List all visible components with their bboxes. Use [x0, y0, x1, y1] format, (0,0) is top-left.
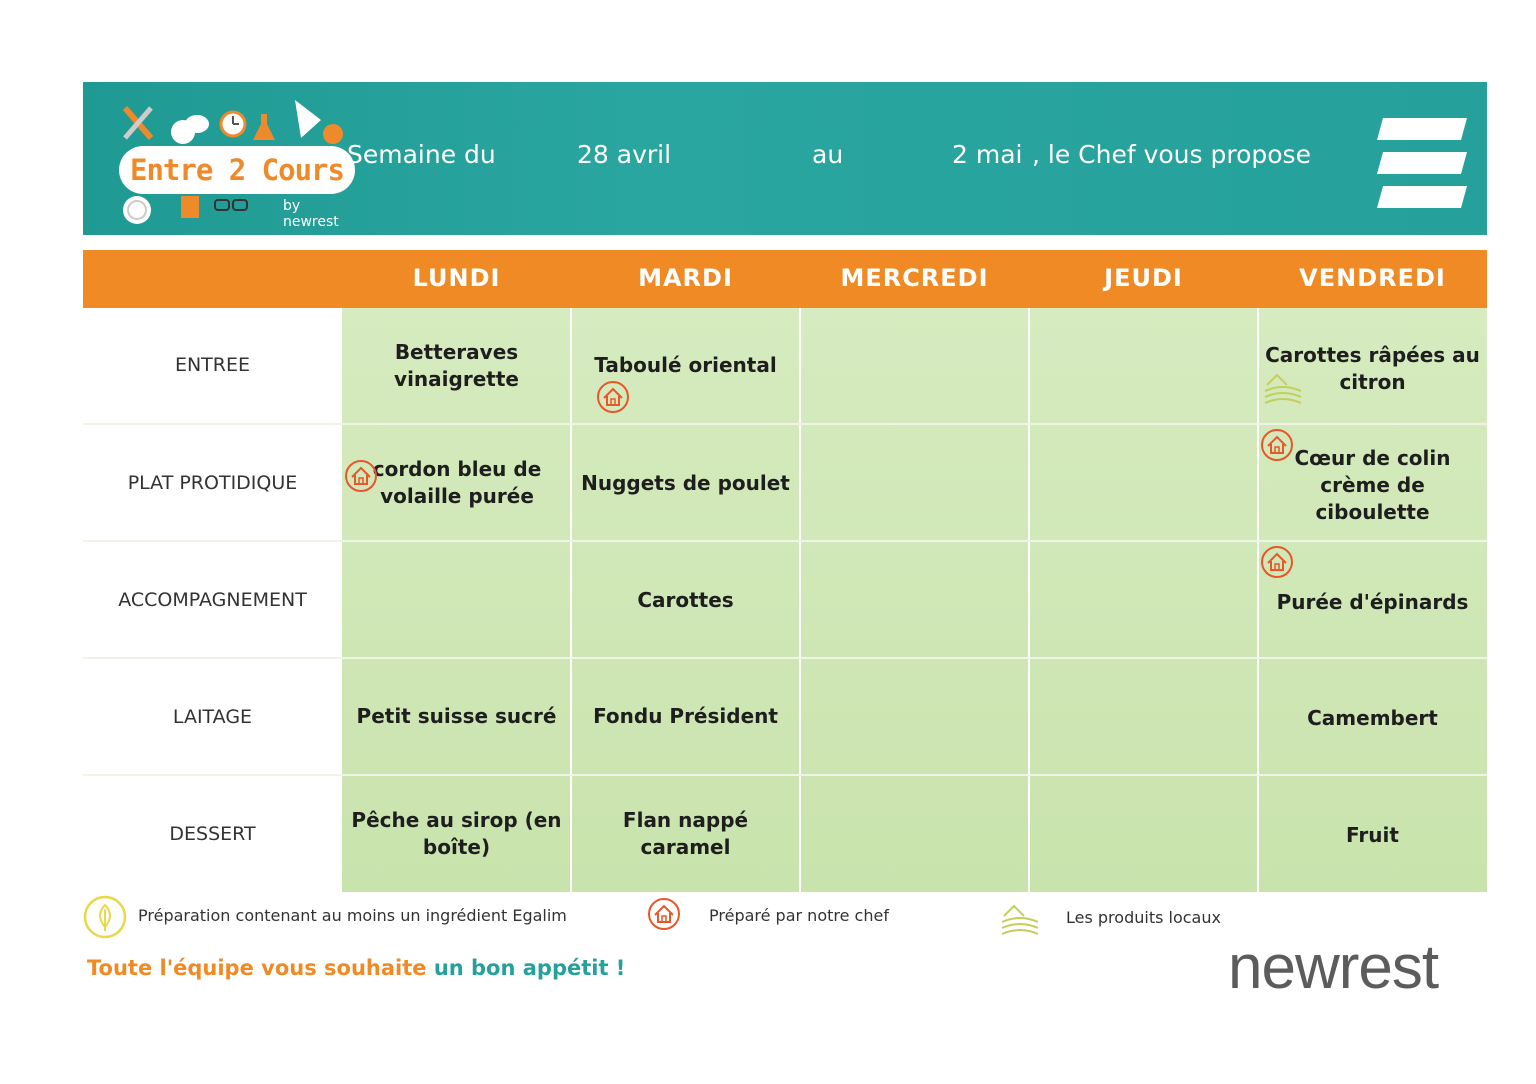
row-divider — [83, 423, 1487, 425]
row-divider — [83, 657, 1487, 659]
chef-house-icon — [647, 897, 681, 931]
day-thursday: JEUDI — [1104, 264, 1183, 292]
row-label-dessert: DESSERT — [169, 823, 256, 845]
footer-message-part1: Toute l'équipe vous souhaite — [87, 956, 427, 980]
local-products-icon — [1000, 902, 1040, 938]
row-label-accompagnement: ACCOMPAGNEMENT — [118, 589, 307, 611]
row-label-plat: PLAT PROTIDIQUE — [127, 472, 298, 494]
days-header-row — [83, 250, 1487, 308]
day-tuesday: MARDI — [638, 264, 733, 292]
chef-house-icon — [1260, 428, 1294, 462]
row-label-laitage: LAITAGE — [172, 706, 253, 728]
cell-friday-dessert: Fruit — [1346, 823, 1399, 847]
cell-monday-dessert: Pêche au sirop (en boîte) — [351, 808, 562, 859]
day-wednesday: MERCREDI — [840, 264, 989, 292]
cell-monday-plat: cordon bleu de volaille purée — [372, 457, 542, 508]
week-label: Semaine du — [347, 140, 496, 169]
day-friday: VENDREDI — [1299, 264, 1446, 292]
day-monday: LUNDI — [412, 264, 501, 292]
cell-friday-accompagnement: Purée d'épinards — [1276, 590, 1469, 614]
chef-house-icon — [596, 380, 630, 414]
legend-local: Les produits locaux — [1066, 908, 1221, 927]
cell-tuesday-dessert: Flan nappé caramel — [622, 808, 749, 859]
chef-house-icon — [344, 459, 378, 493]
local-products-icon — [1263, 371, 1303, 407]
logo-by-newrest: by newrest — [283, 198, 339, 230]
week-end-date: 2 mai — [952, 140, 1023, 169]
egalim-leaf-icon — [83, 895, 127, 939]
row-divider — [83, 540, 1487, 542]
week-start-date: 28 avril — [577, 140, 672, 169]
newrest-stripes-icon — [1375, 112, 1467, 212]
cell-friday-plat: Cœur de colin crème de ciboulette — [1294, 446, 1451, 524]
header-suffix: , le Chef vous propose — [1032, 140, 1311, 169]
footer-message — [87, 956, 625, 980]
column-divider — [1028, 308, 1030, 892]
cell-monday-laitage: Petit suisse sucré — [356, 704, 557, 728]
cell-tuesday-accompagnement: Carottes — [637, 588, 734, 612]
week-to-label: au — [812, 140, 844, 169]
kitchen-tools-icon — [111, 94, 351, 154]
legend-egalim: Préparation contenant au moins un ingrédient Egalim — [138, 906, 567, 925]
footer-message-part2: un bon appétit ! — [433, 956, 626, 980]
cell-tuesday-laitage: Fondu Président — [593, 704, 778, 728]
cell-friday-entree: Carottes râpées au citron — [1265, 343, 1480, 394]
legend-chef: Préparé par notre chef — [709, 906, 889, 925]
cell-monday-entree: Betteraves vinaigrette — [394, 340, 519, 391]
cell-tuesday-plat: Nuggets de poulet — [581, 471, 790, 495]
chef-house-icon — [1260, 545, 1294, 579]
entre-2-cours-logo — [111, 94, 351, 230]
newrest-brand-logo: newrest — [1228, 933, 1439, 1002]
logo-title: Entre 2 Cours — [119, 146, 355, 194]
row-divider — [83, 774, 1487, 776]
row-label-entree: ENTREE — [174, 354, 251, 376]
cell-friday-laitage: Camembert — [1307, 706, 1438, 730]
header-banner — [83, 82, 1487, 235]
cell-tuesday-entree: Taboulé oriental — [594, 353, 777, 377]
